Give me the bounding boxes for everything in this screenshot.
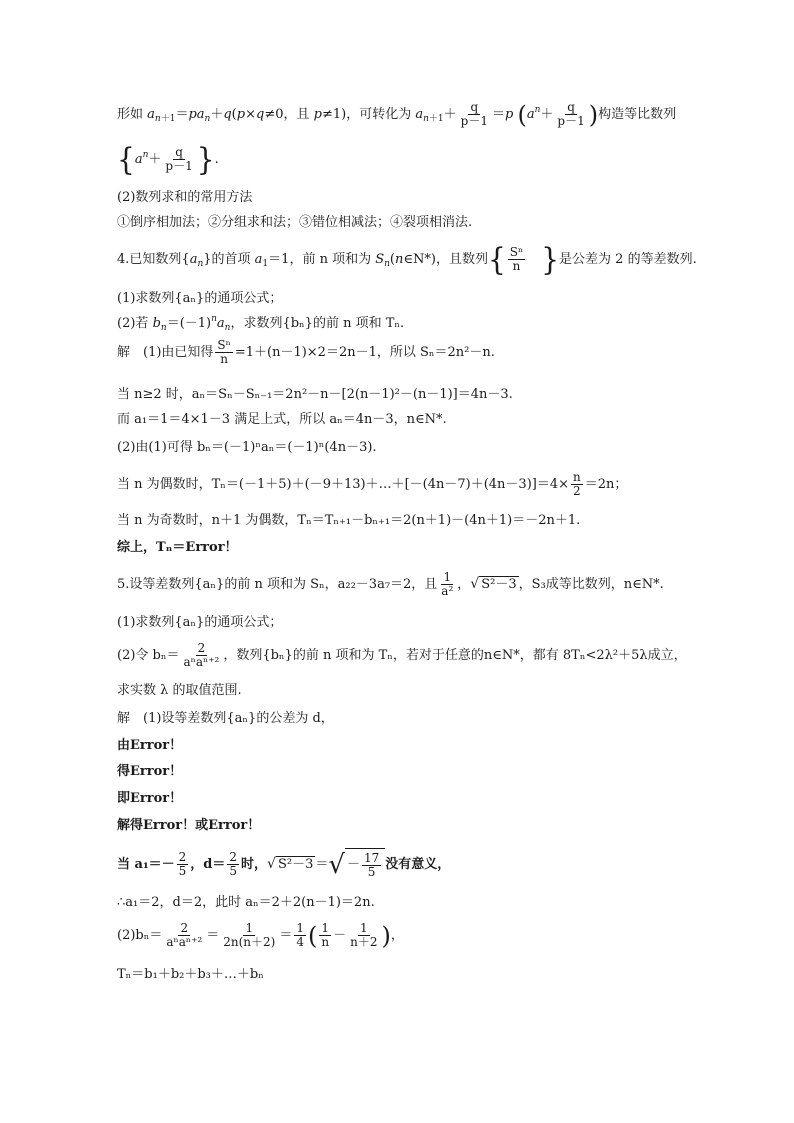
fraction: $\frac{n}{2}$ bbox=[573, 470, 581, 498]
problem-4-statement: 4.已知数列$\{a_n\}$的首项 $a_1=1$，前 n 项和为 $S_n(n\in N*)$，且数列{ $\frac{\text{Sⁿ}}{n}$ }是公差为 2 的等差数列. bbox=[117, 240, 697, 278]
line-sum-methods: ①倒序相加法；②分组求和法；③错位相减法；④裂项相消法. bbox=[117, 215, 473, 230]
problem-4-part-1: (1)求数列{aₙ}的通项公式； bbox=[117, 291, 283, 306]
solution-4-line-2: 当 n≥2 时，aₙ＝Sₙ－Sₙ₋₁＝2n²－n－[2(n－1)²－(n－1)]＝4n－3. bbox=[117, 387, 513, 402]
fraction: $\frac{q}{p-1}$ bbox=[460, 100, 488, 128]
fraction: $\frac{\text{Sⁿ}}{n}$ bbox=[217, 338, 231, 366]
sqrt: √ S²－3 bbox=[470, 576, 517, 592]
fraction: $\frac{1}{\text{a²}}$ bbox=[441, 570, 454, 598]
fraction: $\frac{2}{5}$ bbox=[178, 850, 187, 878]
fraction: $\frac{\text{Sⁿ}}{n}$ bbox=[509, 245, 524, 273]
fraction: $\frac{17}{5}$ bbox=[363, 850, 380, 879]
fraction: $\frac{2}{5}$ bbox=[229, 850, 238, 878]
fraction: $\frac{q}{p-1}$ bbox=[165, 145, 193, 173]
text: ，可转化为 bbox=[346, 107, 416, 122]
solution-5-line-5: 解得Error！或Error！ bbox=[117, 818, 261, 833]
line-sum-methods-title: (2)数列求和的常用方法 bbox=[117, 190, 253, 205]
solution-5-line-1: 解 (1)设等差数列{aₙ}的公差为 d， bbox=[117, 711, 334, 726]
solution-5-line-8: (2)bₙ＝ $\frac{2}{\text{aⁿaⁿ⁺²}}$ ＝ $\frac{1}{2n(n+2)}$ ＝ $\frac{1}{4}$ ( $\frac{1}{n}$ － $\frac{1}{n+2}$ )， bbox=[117, 921, 404, 950]
problem-5-part-2-cont: 求实数 λ 的取值范围. bbox=[117, 683, 242, 698]
problem-5-part-1: (1)求数列{aₙ}的通项公式； bbox=[117, 615, 283, 630]
solution-5-line-7: ∴a₁＝2，d＝2，此时 aₙ＝2＋2(n－1)＝2n. bbox=[117, 895, 375, 910]
solution-4-line-4: (2)由(1)可得 bₙ＝(－1)ⁿaₙ＝(－1)ⁿ(4n－3). bbox=[117, 440, 377, 455]
text: 构造等比数列 bbox=[598, 107, 677, 122]
sqrt: √ S²－3 bbox=[267, 856, 314, 872]
fraction: $\frac{1}{2n(n+2)}$ bbox=[223, 921, 276, 949]
fraction: $\frac{q}{p-1}$ bbox=[557, 100, 585, 128]
problem-5-statement: 5.设等差数列{aₙ}的前 n 项和为 Sₙ，a₂₂－3a₇＝2，且 $\frac{1}{\text{a²}}$ ， √ S²－3 ，S₃成等比数列，n∈N*. bbox=[117, 570, 664, 598]
solution-4-conclusion: 综上，Tₙ＝Error！ bbox=[117, 540, 238, 555]
fraction: $\frac{2}{\text{aⁿaⁿ⁺²}}$ bbox=[183, 641, 220, 669]
fraction: $\frac{1}{4}$ bbox=[296, 921, 304, 949]
solution-4-line-6: 当 n 为奇数时，n＋1 为偶数，Tₙ＝Tₙ₊₁－bₙ₊₁＝2(n＋1)－(4n＋1)＝－2n＋1. bbox=[117, 513, 581, 528]
solution-4-line-3: 而 a₁＝1＝4×1－3 满足上式，所以 aₙ＝4n－3，n∈N*. bbox=[117, 412, 447, 427]
solution-5-line-6: 当 a₁＝－ $\frac{2}{5}$ ，d＝ $\frac{2}{5}$ 时， √ S²－3 ＝ √ － $\frac{17}{5}$ 没有意义， bbox=[117, 849, 451, 880]
fraction: $\frac{2}{\text{aⁿaⁿ⁺²}}$ bbox=[166, 921, 203, 949]
problem-5-part-2: (2)令 bₙ＝ $\frac{2}{\text{aⁿaⁿ⁺²}}$ ，数列{bₙ}的前 n 项和为 Tₙ，若对于任意的n∈N*，都有 8Tₙ<2λ²＋5λ成立， bbox=[117, 641, 687, 669]
problem-4-part-2: (2)若 $b_n=(-1)^na_n$，求数列{bₙ}的前 n 项和 Tₙ. bbox=[117, 314, 405, 333]
solution-5-line-4: 即Error！ bbox=[117, 791, 183, 806]
line-geometric-seq: {$a^n+$ $\frac{q}{p-1}$ }. bbox=[117, 140, 219, 178]
fraction: $\frac{1}{n}$ bbox=[321, 921, 330, 949]
sqrt: √ － $\frac{17}{5}$ bbox=[328, 848, 385, 882]
solution-4-line-1: 解 (1)由已知得 $\frac{\text{Sⁿ}}{n}$ =1＋(n－1)×2＝2n－1，所以 Sₙ＝2n²－n. bbox=[117, 338, 495, 366]
solution-5-line-9: Tₙ＝b₁＋b₂＋b₃＋…＋bₙ bbox=[117, 967, 264, 982]
fraction: $\frac{1}{n+2}$ bbox=[350, 921, 378, 949]
solution-4-line-5: 当 n 为偶数时，Tₙ＝(－1＋5)＋(－9＋13)＋…＋[－(4n－7)＋(4n－3)]＝4× $\frac{n}{2}$ ＝2n； bbox=[117, 470, 628, 498]
text: 形如 bbox=[117, 107, 148, 122]
solution-5-line-3: 得Error！ bbox=[117, 764, 183, 779]
solution-5-line-2: 由Error！ bbox=[117, 738, 183, 753]
line-recurrence: 形如 $a_{n+1}=pa_n+q(p\times q\ne 0$，且 p≠1)，可转化为 $a_{n+1}+$ $\frac{q}{p-1}$ ＝p ($a^n+$ $\frac{q}{p-1}$ )构造等比数列 bbox=[117, 100, 677, 129]
